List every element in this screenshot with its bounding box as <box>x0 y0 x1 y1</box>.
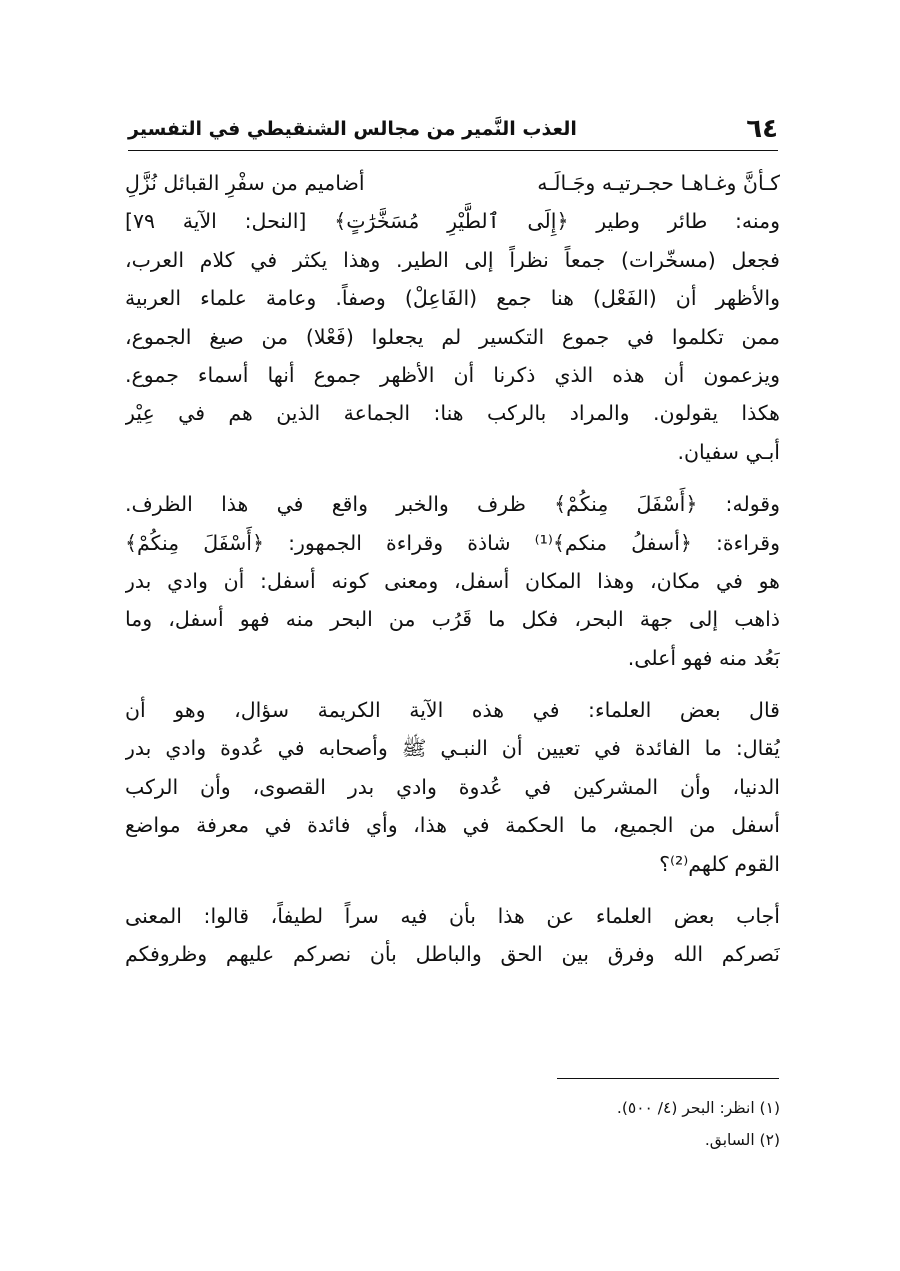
verse-second-hemistich: أضاميم من سفْرِ القبائل نُزَّلِ <box>125 171 365 195</box>
footnote: (٢) السابق. <box>704 1131 780 1149</box>
footnote-rule <box>557 1078 779 1079</box>
paragraph-gap <box>125 883 780 897</box>
text-line: وقراءة: ﴿أسفلُ منكم﴾⁽¹⁾ شاذة وقراءة الجمهور: ﴿أَسْفَلَ مِنكُمْ﴾ <box>125 530 780 555</box>
poetry-verse <box>125 164 780 202</box>
text-line: القوم كلهم⁽²⁾؟ <box>659 851 780 876</box>
text-line: يُقال: ما الفائدة في تعيين أن النبـي ﷺ وأصحابه في عُدوة وادي بدر <box>125 736 780 761</box>
footnotes <box>125 1092 780 1156</box>
text-line: نَصركم الله وفرق بين الحق والباطل بأن نصركم عليهم وظروفكم <box>125 942 780 967</box>
footnote: (١) انظر: البحر (٤/ ٥٠٠). <box>616 1099 780 1117</box>
page-header <box>128 112 778 146</box>
text-line: ويزعمون أن هذه الذي ذكرنا أن الأظهر جموع أنها أسماء جموع. <box>125 362 780 387</box>
text-line: هو في مكان، وهذا المكان أسفل، ومعنى كونه أسفل: أن وادي بدر <box>125 568 780 593</box>
text-line: ومنه: طائر وطير ﴿إِلَى ٱلطَّيْرِ مُسَخَّرَٰتٍ﴾ [النحل: الآية ٧٩] <box>125 209 780 234</box>
verse-first-hemistich: كـأنَّ وغـاهـا حجـرتيـه وجَـالَـه <box>537 171 780 195</box>
paragraph-gap <box>125 471 780 485</box>
text-line: أجاب بعض العلماء عن هذا بأن فيه سراً لطيفاً، قالوا: المعنى <box>125 904 780 929</box>
text-line: ممن تكلموا في جموع التكسير لم يجعلوا (فَعْلا) من صيغ الجموع، <box>125 324 780 349</box>
page-number: ٦٤ <box>746 114 778 144</box>
text-line: أبـي سفيان. <box>677 439 780 464</box>
text-line: ذاهب إلى جهة البحر، فكل ما قَرُب من البحر منه فهو أسفل، وما <box>125 607 780 632</box>
header-rule <box>128 150 778 151</box>
text-line: فجعل (مسخّرات) جمعاً نظراً إلى الطير. وهذا يكثر في كلام العرب، <box>125 247 780 272</box>
running-title: العذب النَّمير من مجالس الشنقيطي في التفسير <box>128 118 577 140</box>
paragraph-gap <box>125 677 780 691</box>
text-line: الدنيا، وأن المشركين في عُدوة وادي بدر القصوى، وأن الركب <box>125 774 780 799</box>
page-body <box>125 164 780 974</box>
text-line: والأظهر أن (الفَعْل) هنا جمع (الفَاعِلْ) وصفاً. وعامة علماء العربية <box>125 286 780 311</box>
text-line: بَعُد منه فهو أعلى. <box>627 645 780 670</box>
text-line: وقوله: ﴿أَسْفَلَ مِنكُمْ﴾ ظرف والخبر واقع في هذا الظرف. <box>125 492 780 517</box>
text-line: أسفل من الجميع، ما الحكمة في هذا، وأي فائدة في معرفة مواضع <box>125 813 780 838</box>
text-line: هكذا يقولون. والمراد بالركب هنا: الجماعة الذين هم في عِيْر <box>125 401 780 426</box>
text-line: قال بعض العلماء: في هذه الآية الكريمة سؤال، وهو أن <box>125 698 780 723</box>
